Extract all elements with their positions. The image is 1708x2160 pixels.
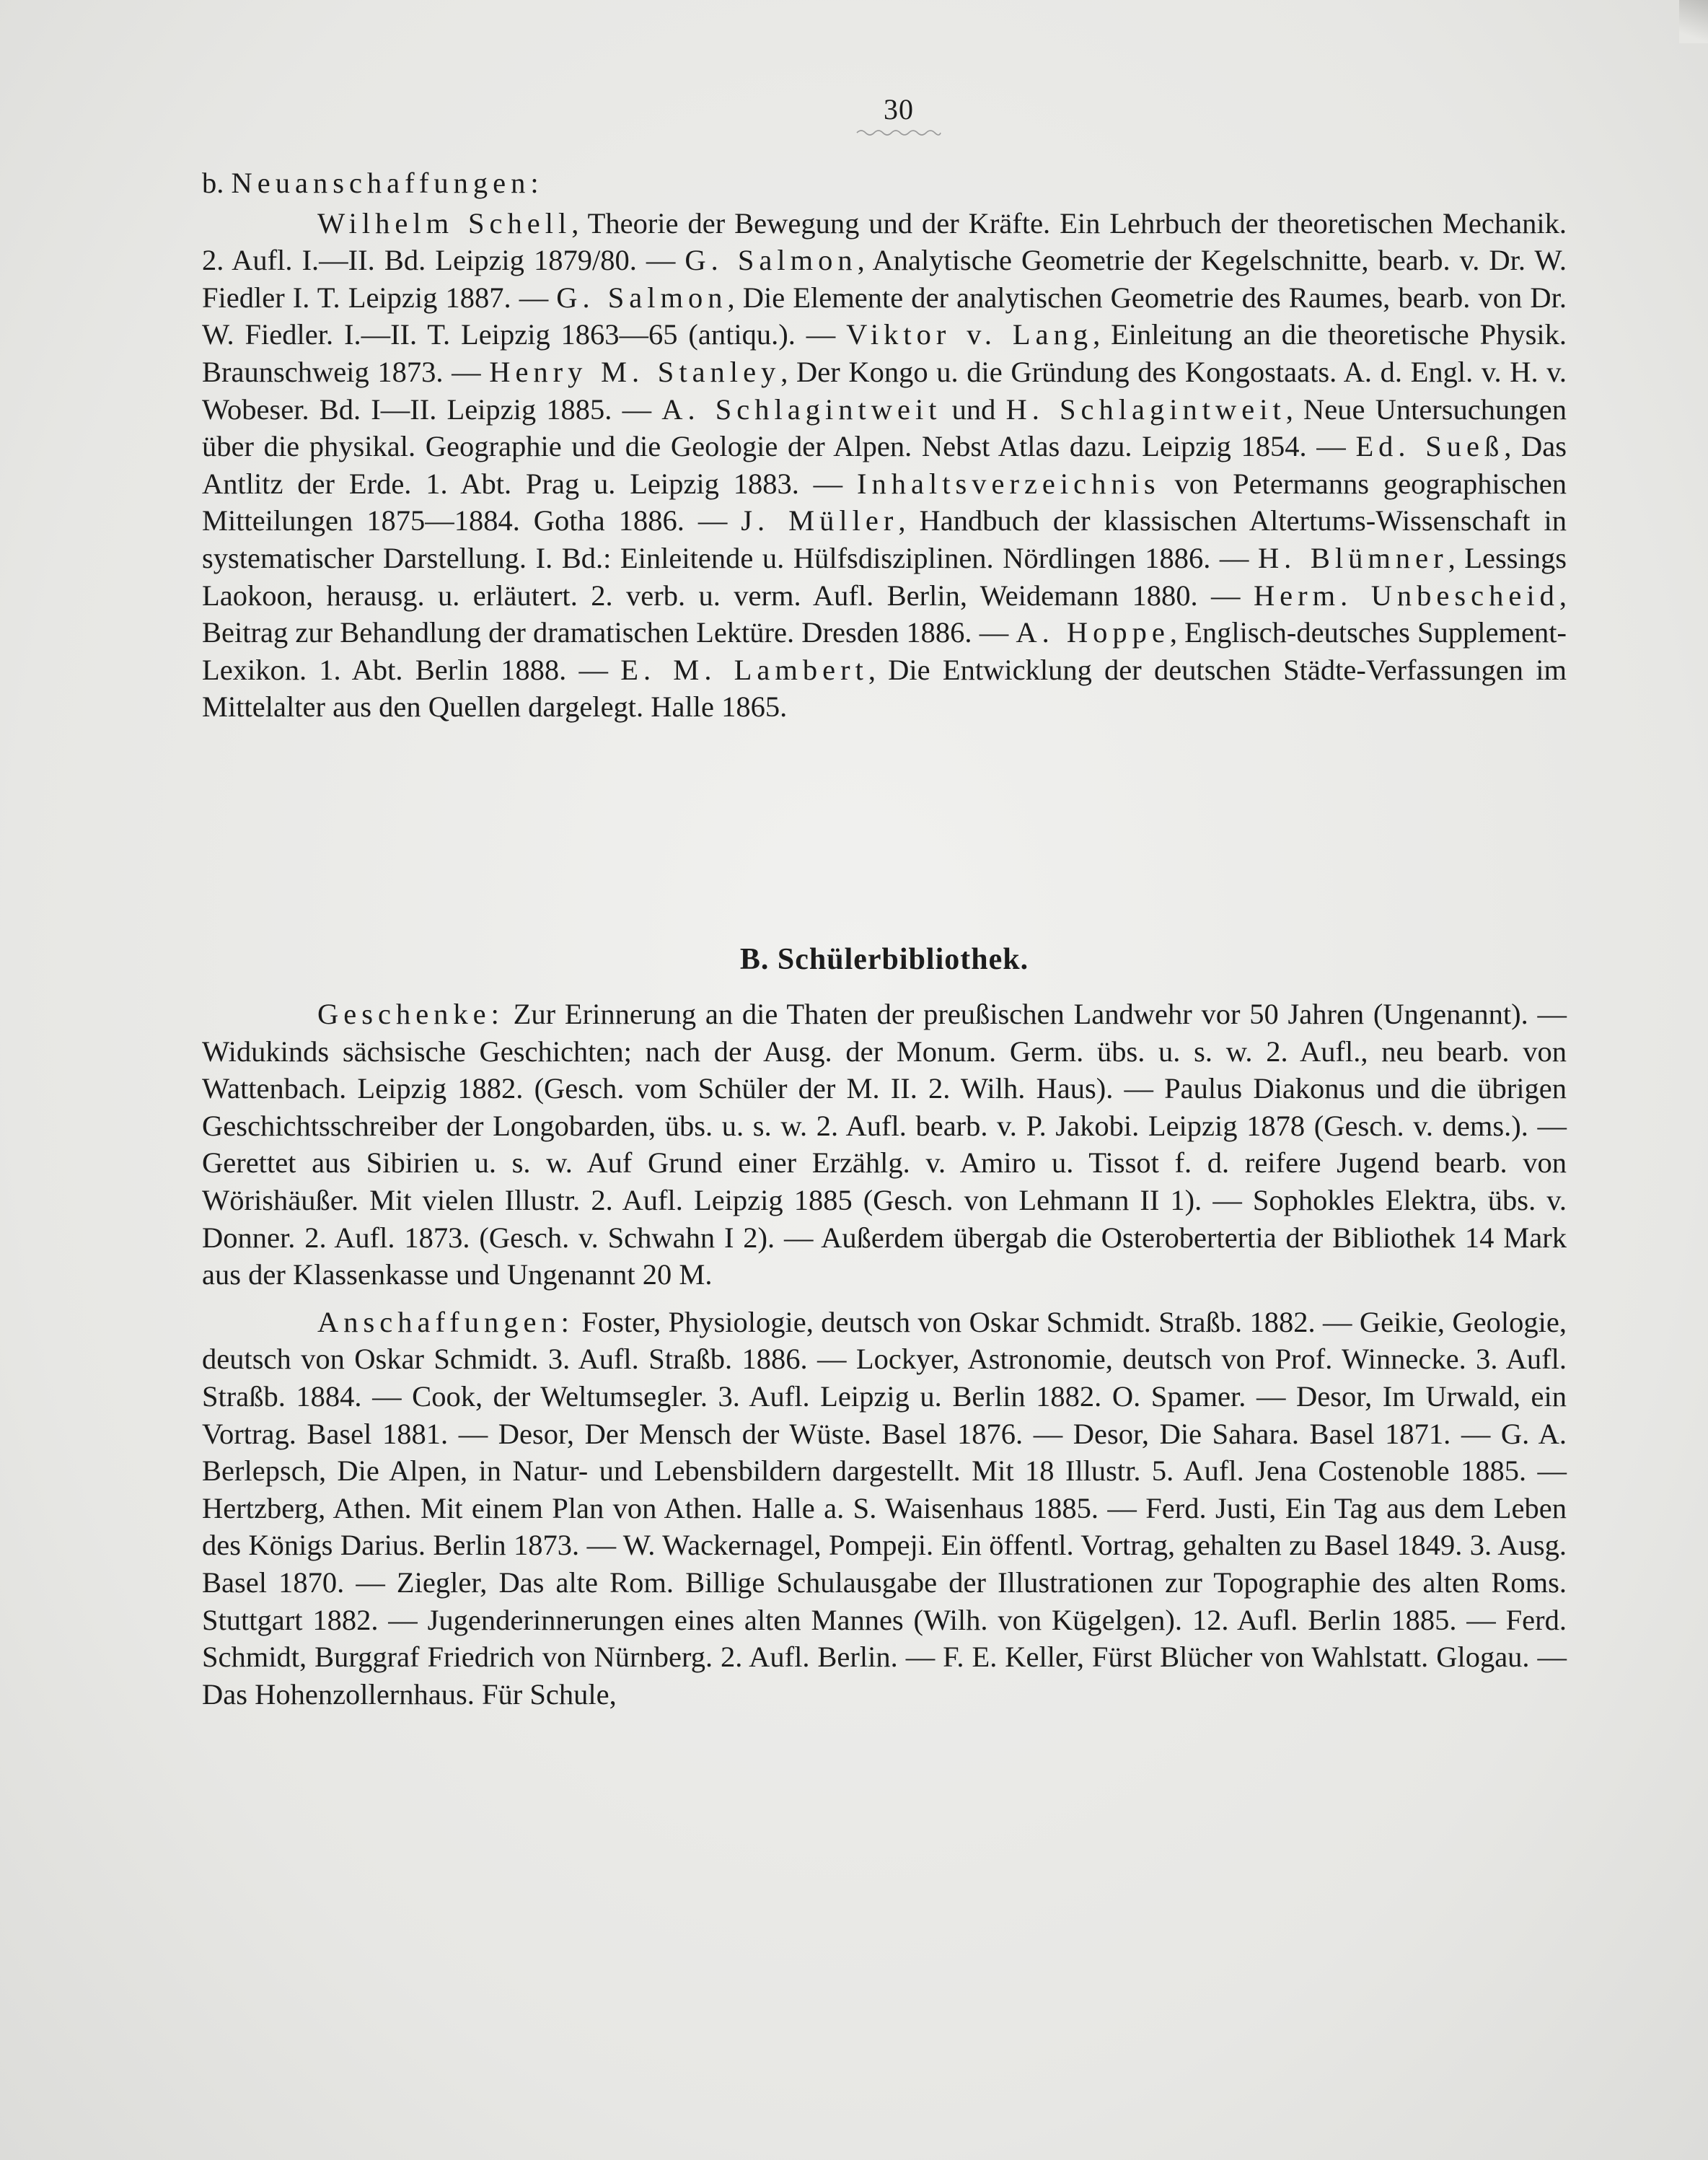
heading-prefix: b.	[202, 167, 224, 199]
author: Viktor v. Lang	[846, 318, 1093, 351]
author: E. M. Lambert	[620, 653, 868, 686]
geschenke-label: Geschenke:	[317, 998, 504, 1030]
author: H. Schlagintweit	[1005, 392, 1286, 426]
entry-text: und	[941, 392, 1006, 426]
heading-text: Neuanschaffungen:	[231, 167, 544, 199]
entry-text: , Englisch-deutsches Supplement-Lexikon. 1. Abt. Berlin 1888. —	[202, 616, 1567, 686]
anschaffungen-label: Anschaffungen:	[317, 1305, 574, 1338]
entry-text: , Beitrag zur Behandlung der dramatischen Lektüre. Dresden 1886. —	[202, 579, 1567, 649]
author: J. Müller	[741, 504, 899, 537]
geschenke-paragraph	[202, 996, 1567, 1294]
schuelerbibliothek-section	[202, 996, 1567, 1713]
entry-text: , Der Kongo u. die Gründung des Kongostaats. A. d. Engl. v. H. v. Wobeser. Bd. I—II. Leipzig 1885. —	[202, 355, 1567, 426]
neuanschaffungen-section	[202, 164, 1567, 726]
author: H. Blümner	[1257, 541, 1448, 574]
author: A. Hoppe	[1016, 616, 1170, 649]
author: Herm. Unbescheid	[1253, 579, 1559, 612]
entry-text: , Einleitung an die theoretische Physik. Braunschweig 1873. —	[202, 318, 1567, 388]
neuanschaffungen-entries	[202, 205, 1567, 726]
entry-text: , Theorie der Bewegung und der Kräfte. Ein Lehrbuch der theoretischen Mechanik. 2. Aufl. I.—II. Bd. Leipzig 1879/80. —	[202, 206, 1567, 277]
entry-text: , Neue Untersuchungen über die physikal. Geographie und die Geologie der Alpen. Nebst Atlas dazu. Leipzig 1854. —	[202, 392, 1567, 463]
author: G. Salmon	[556, 281, 728, 314]
author: Ed. Sueß	[1355, 430, 1505, 463]
neuanschaffungen-heading	[202, 164, 1567, 202]
entry-text: , Die Elemente der analytischen Geometrie des Raumes, bearb. von Dr. W. Fiedler. I.—II. T. Leipzig 1863—65 (antiqu.). —	[202, 281, 1567, 351]
page-number-ornament	[855, 128, 942, 137]
entry-text: , Das Antlitz der Erde. 1. Abt. Prag u. Leipzig 1883. —	[202, 430, 1567, 500]
entry-text: , Lessings Laokoon, herausg. u. erläutert. 2. verb. u. verm. Aufl. Berlin, Weidemann 1880. —	[202, 541, 1567, 612]
page-number: 30	[884, 93, 914, 126]
author: Henry M. Stanley	[489, 355, 781, 388]
anschaffungen-paragraph	[202, 1304, 1567, 1713]
author: Wilhelm Schell	[317, 206, 572, 240]
page-corner-shadow	[1679, 0, 1708, 43]
entry-text: , Die Entwicklung der deutschen Städte-Verfassungen im Mittelalter aus den Quellen dargelegt. Halle 1865.	[202, 653, 1567, 724]
entry-text: von Petermanns geographischen Mitteilungen 1875—1884. Gotha 1886. —	[202, 467, 1567, 537]
author: A. Schlagintweit	[661, 392, 942, 426]
geschenke-text: Zur Erinnerung an die Thaten der preußischen Landwehr vor 50 Jahren (Ungenannt). — Widukinds sächsische Geschichten; nach der Ausg. der Monum. Germ. übs. u. s. w. 2. Aufl., neu bearb. von Wattenbach. Leipzig 1882. (Gesch. vom Schüler der M. II. 2. Wilh. Haus). — Paulus Diakonus und die übrigen Geschichtsschreiber der Longobarden, übs. u. s. w. 2. Aufl. bearb. v. P. Jakobi. Leipzig 1878 (Gesch. v. dems.). — Gerettet aus Sibirien u. s. w. Auf Grund einer Erzählg. v. Amiro u. Tissot f. d. reifere Jugend bearb. von Wörishäußer. Mit vielen Illustr. 2. Aufl. Leipzig 1885 (Gesch. von Lehmann II 1). — Sophokles Elektra, übs. v. Donner. 2. Aufl. 1873. (Gesch. v. Schwahn I 2). — Außerdem übergab die Osterobertertia der Bibliothek 14 Mark aus der Klassenkasse und Ungenannt 20 M.	[202, 998, 1567, 1291]
entry-text: , Handbuch der klassischen Altertums-Wissenschaft in systematischer Darstellung. I. Bd.: Einleitende u. Hülfsdisziplinen. Nördlingen 1886. —	[202, 504, 1567, 574]
anschaffungen-text: Foster, Physiologie, deutsch von Oskar Schmidt. Straßb. 1882. — Geikie, Geologie, deutsch von Oskar Schmidt. 3. Aufl. Straßb. 1886. — Lockyer, Astronomie, deutsch von Prof. Winnecke. 3. Aufl. Straßb. 1884. — Cook, der Weltumsegler. 3. Aufl. Leipzig u. Berlin 1882. O. Spamer. — Desor, Im Urwald, ein Vortrag. Basel 1881. — Desor, Der Mensch der Wüste. Basel 1876. — Desor, Die Sahara. Basel 1871. — G. A. Berlepsch, Die Alpen, in Natur- und Lebensbildern dargestellt. Mit 18 Illustr. 5. Aufl. Jena Costenoble 1885. — Hertzberg, Athen. Mit einem Plan von Athen. Halle a. S. Waisenhaus 1885. — Ferd. Justi, Ein Tag aus dem Leben des Königs Darius. Berlin 1873. — W. Wackernagel, Pompeji. Ein öffentl. Vortrag, gehalten zu Basel 1849. 3. Ausg. Basel 1870. — Ziegler, Das alte Rom. Billige Schulausgabe der Illustrationen zur Topographie des alten Roms. Stuttgart 1882. — Jugenderinnerungen eines alten Mannes (Wilh. von Kügelgen). 12. Aufl. Berlin 1885. — Ferd. Schmidt, Burggraf Friedrich von Nürnberg. 2. Aufl. Berlin. — F. E. Keller, Fürst Blücher von Wahlstatt. Glogau. — Das Hohenzollernhaus. Für Schule,	[202, 1305, 1567, 1711]
author: Inhaltsverzeichnis	[857, 467, 1161, 500]
section-title-schuelerbibliothek: B. Schülerbibliothek.	[739, 943, 1029, 976]
entry-text: , Analytische Geometrie der Kegelschnitte, bearb. v. Dr. W. Fiedler I. T. Leipzig 1887. —	[202, 244, 1567, 314]
paragraph-gap	[202, 1294, 1567, 1304]
author: G. Salmon	[684, 244, 858, 277]
